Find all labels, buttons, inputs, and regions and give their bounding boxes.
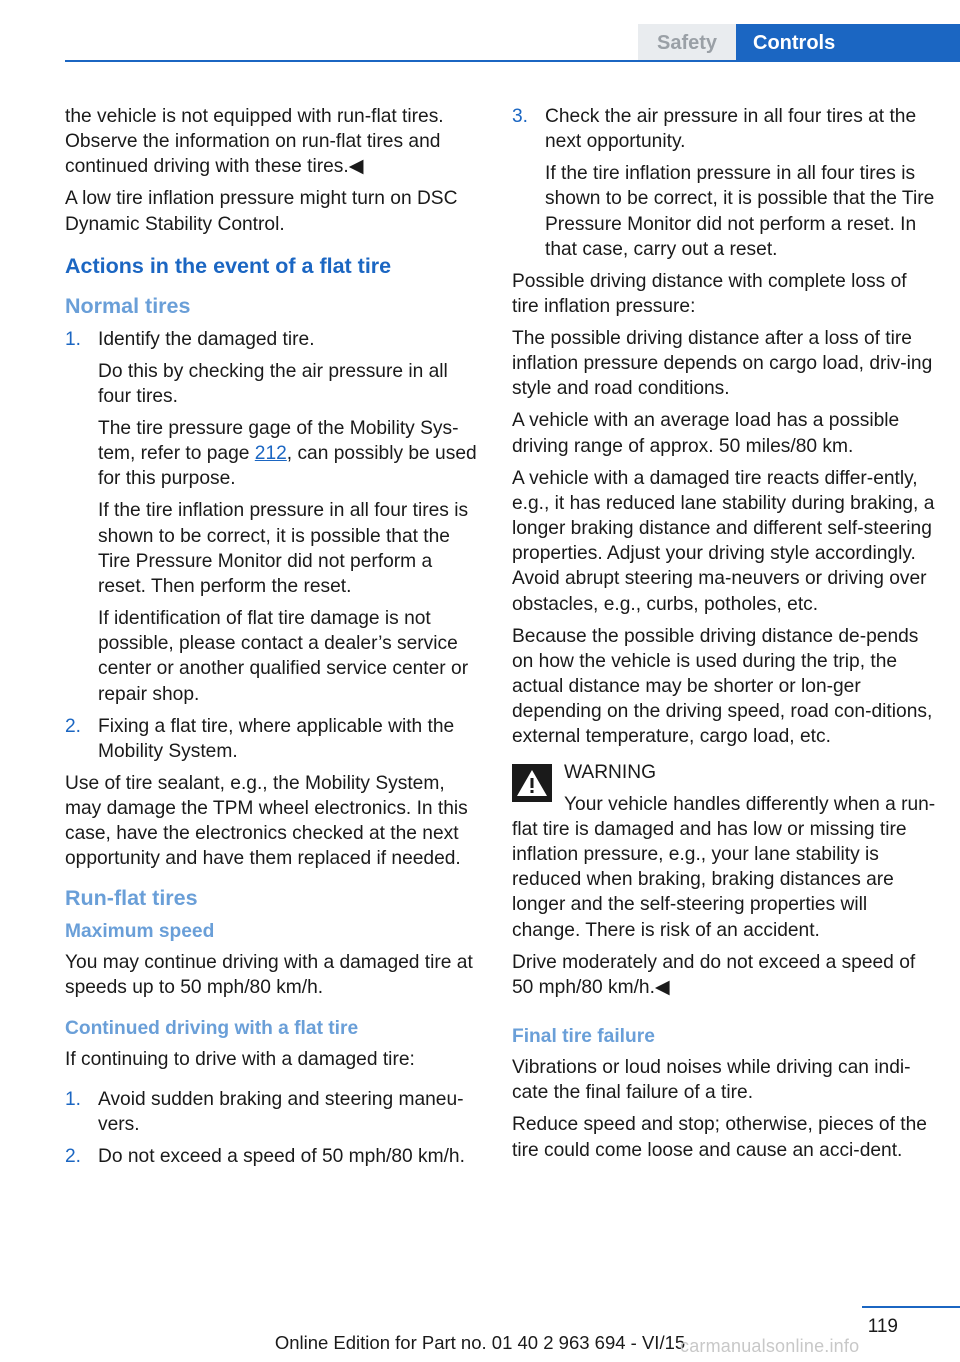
subsection-heading-run-flat: Run-flat tires	[65, 885, 198, 910]
paragraph: Use of tire sealant, e.g., the Mobility System, may damage the TPM wheel electronics. In this case, have the electronics checked at the next opportunity and have them replaced if needed.	[65, 772, 468, 870]
left-column	[65, 104, 481, 1176]
list-subtext: If the tire inflation pressure in all four tires is shown to be correct, it is possible that the Tire Pressure Monitor did not perform a reset. In that case, carry out a reset.	[545, 163, 935, 260]
header-rule	[65, 60, 960, 62]
list-subtext: The tire pressure gage of the Mobility Sys‐tem, refer to page 212, can possibly be used for this purpose.	[98, 418, 477, 490]
paragraph: the vehicle is not equipped with run-flat tires. Observe the information on run-flat tires and continued driving with these tires.◀	[65, 106, 444, 178]
list-item	[512, 104, 937, 262]
paragraph: Because the possible driving distance de‐pends on how the vehicle is used during the trip, the actual distance may be shorter or lon‐ger depending on the driving speed, road con‐ditions, external temperature, cargo load, etc.	[512, 625, 933, 748]
list-text: Do not exceed a speed of 50 mph/80 km/h.	[98, 1145, 465, 1167]
minor-heading-final-failure: Final tire failure	[512, 1026, 655, 1048]
list-number: 3.	[512, 106, 529, 127]
watermark: carmanualsonline.info	[680, 1336, 860, 1356]
warning-text: Drive moderately and do not exceed a speed of 50 mph/80 km/h.◀	[512, 951, 916, 998]
list-subtext: Do this by checking the air pressure in all four tires.	[98, 360, 448, 408]
paragraph: Possible driving distance with complete loss of tire inflation pressure:	[512, 270, 907, 318]
list-item	[65, 327, 481, 707]
list-item	[65, 1087, 481, 1137]
list-text: Identify the damaged tire.	[98, 328, 315, 350]
list-number: 2.	[65, 715, 82, 737]
paragraph: The possible driving distance after a loss of tire inflation pressure depends on cargo load, driv‐ing style and road conditions.	[512, 328, 933, 400]
list-text: Check the air pressure in all four tires at the next opportunity.	[545, 106, 917, 153]
paragraph: Vibrations or loud noises while driving can indi‐cate the final failure of a tire.	[512, 1057, 911, 1104]
list-text: Avoid sudden braking and steering maneu‐vers.	[98, 1088, 464, 1135]
warning-text: Your vehicle handles differently when a run-flat tire is damaged and has low or missing tire inflation pressure, e.g., your lane stability is reduced when braking, braking distances are longer and the self-steering properties will change. There is risk of an accident.	[512, 793, 936, 941]
warning-triangle-icon	[512, 764, 552, 802]
warning-box	[512, 760, 937, 1000]
list-number: 1.	[65, 328, 82, 350]
list-item	[65, 714, 481, 764]
warning-label: WARNING	[564, 761, 657, 783]
section-heading-actions: Actions in the event of a flat tire	[65, 253, 392, 278]
paragraph: You may continue driving with a damaged tire at speeds up to 50 mph/80 km/h.	[65, 951, 473, 999]
list-subtext: If identification of flat tire damage is not possible, please contact a dealer’s service center or another qualified service center or repair shop.	[98, 608, 469, 705]
page-link-212[interactable]: 212	[254, 443, 287, 465]
minor-heading-max-speed: Maximum speed	[65, 920, 215, 942]
right-column	[512, 104, 937, 1170]
list-subtext: If the tire inflation pressure in all four tires is shown to be correct, it is possible that the Tire Pressure Monitor did not perform a reset. Then perform the reset.	[98, 500, 469, 598]
paragraph: A vehicle with a damaged tire reacts differ‐ently, e.g., it has reduced lane stability during braking, a longer braking distance and different self-steering properties. Adjust your driving style accordingly. Avoid abrupt steering ma‐neuvers or driving over obstacles, e.g., curbs, potholes, etc.	[512, 467, 935, 615]
edition-line: Online Edition for Part no. 01 40 2 963 694 - VI/15	[274, 1332, 686, 1353]
list-item	[65, 1144, 481, 1169]
list-number: 2.	[65, 1145, 82, 1167]
header-section: Safety	[638, 24, 736, 62]
paragraph: A vehicle with an average load has a possible driving range of approx. 50 miles/80 km.	[512, 410, 900, 457]
minor-heading-continued-driving: Continued driving with a flat tire	[65, 1018, 359, 1040]
paragraph: Reduce speed and stop; otherwise, pieces of the tire could come loose and cause an acci‐dent.	[512, 1114, 927, 1161]
header-chapter: Controls	[736, 24, 960, 62]
paragraph: If continuing to drive with a damaged tire:	[65, 1049, 415, 1071]
list-number: 1.	[65, 1088, 82, 1110]
paragraph: A low tire inflation pressure might turn on DSC Dynamic Stability Control.	[65, 188, 458, 235]
subsection-heading-normal-tires: Normal tires	[65, 293, 191, 318]
footer-rule	[862, 1306, 960, 1308]
list-text: Fixing a flat tire, where applicable with the Mobility System.	[98, 715, 455, 762]
page-number: 119	[867, 1316, 898, 1337]
